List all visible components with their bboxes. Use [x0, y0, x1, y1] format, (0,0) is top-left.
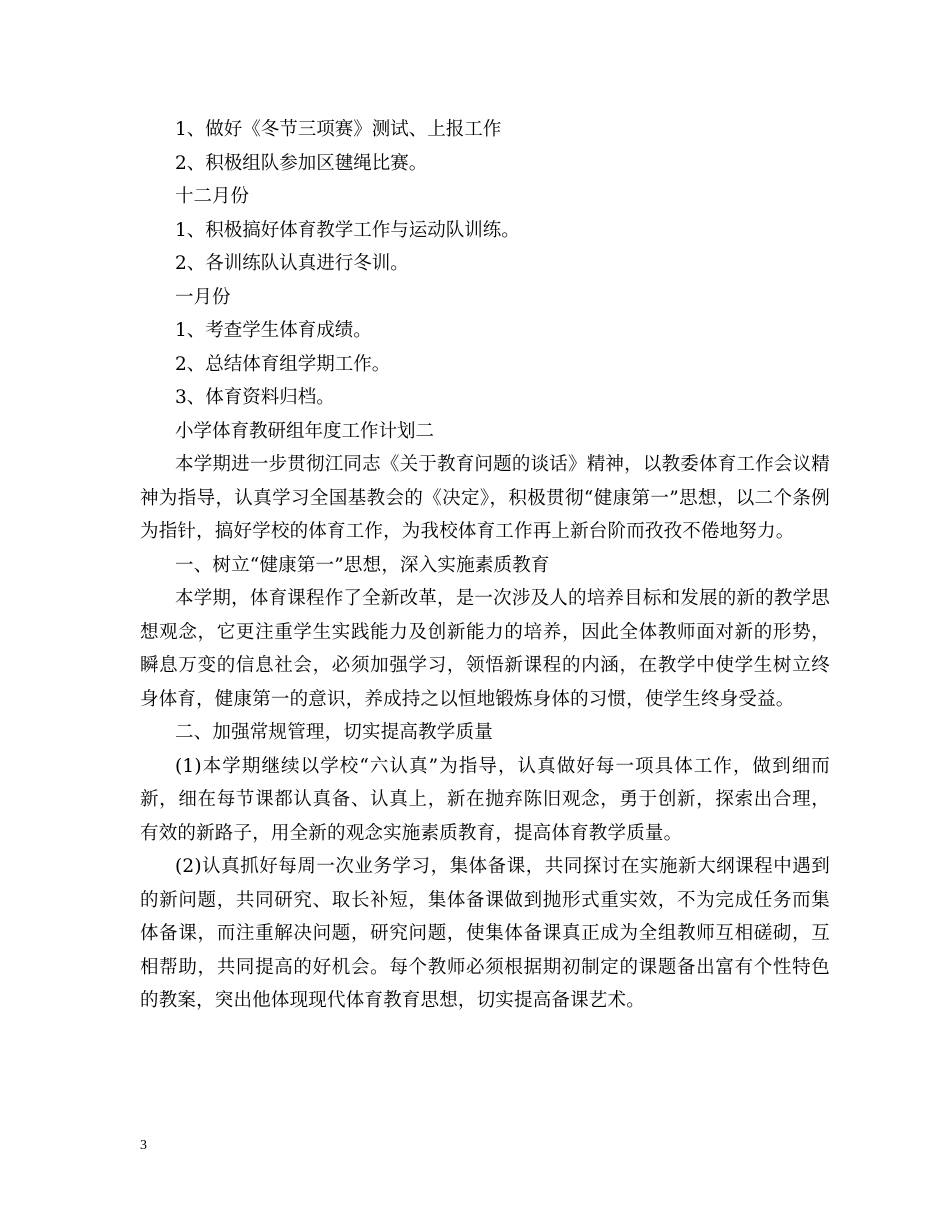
list-item: 2、总结体育组学期工作。 [175, 353, 391, 375]
page-number: 3 [140, 1138, 147, 1153]
section-heading: 二、加强常规管理，切实提高教学质量 [175, 722, 493, 743]
paragraph: (2)认真抓好每周一次业务学习，集体备课，共同探讨在实施新大纲课程中遇到的新问题，共同研究、取长补短，集体备课做到抛形式重实效，不为完成任务而集体备课，而注重解决问题，研究问题，使集体备课真正成为全组教师互相磋砌，互相帮助，共同提高的好机会。每个教师必须根据期初制定的课题备出富有个性特色的教案，突出他体现现代体育教育思想，切实提高备课艺术。 [140, 856, 830, 1011]
list-item: 1、积极搞好体育教学工作与运动队训练。 [175, 219, 520, 241]
list-item: 1、考查学生体育成绩。 [175, 320, 372, 341]
list-item: 2、各训练队认真进行冬训。 [175, 253, 409, 274]
list-item: 3、体育资料归档。 [175, 387, 335, 408]
section-heading: 一月份 [175, 286, 231, 308]
list-item: 2、积极组队参加区毽绳比赛。 [175, 152, 428, 174]
section-heading: 十二月份 [175, 186, 250, 207]
document-title: 小学体育教研组年度工作计划二 [175, 420, 435, 442]
paragraph: 本学期，体育课程作了全新改革，是一次涉及人的培养目标和发展的新的教学思想观念，它更注重学生实践能力及创新能力的培养，因此全体教师面对新的形势，瞬息万变的信息社会，必须加强学习，领悟新课程的内涵，在教学中使学生树立终身体育，健康第一的意识，养成持之以恒地锻炼身体的习惯，使学生终身受益。 [140, 588, 830, 710]
section-heading: 一、树立“健康第一”思想，深入实施素质教育 [175, 554, 550, 576]
paragraph: (1)本学期继续以学校“六认真”为指导，认真做好每一项具体工作，做到细而新，细在每节课都认真备、认真上，新在抛弃陈旧观念，勇于创新，探索出合理，有效的新路子，用全新的观念实施素质教育，提高体育教学质量。 [140, 755, 830, 844]
list-item: 1、做好《冬节三项赛》测试、上报工作 [175, 119, 502, 140]
document-body [140, 113, 830, 1018]
paragraph: 本学期进一步贯彻江同志《关于教育问题的谈话》精神，以教委体育工作会议精神为指导，认真学习全国基教会的《决定》，积极贯彻“健康第一”思想，以二个条例为指针，搞好学校的体育工作，为我校体育工作再上新台阶而孜孜不倦地努力。 [140, 454, 830, 542]
